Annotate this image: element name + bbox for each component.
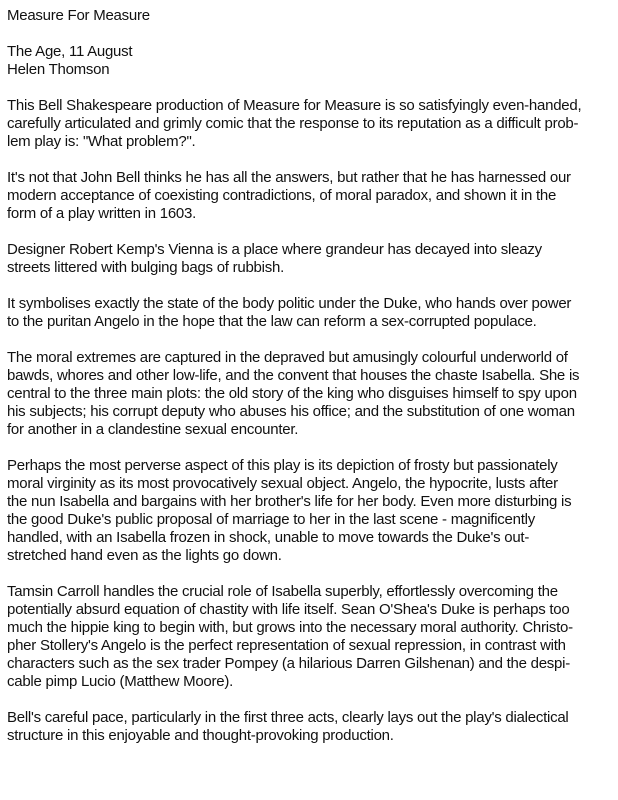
paragraph-line: to the puritan Angelo in the hope that the law can reform a sex-corrupted populace. [7,313,537,330]
paragraph-line: structure in this enjoyable and thought-provoking production. [7,727,394,744]
paragraph-line: handled, with an Isabella frozen in shock, unable to move towards the Duke's out- [7,529,530,546]
paragraph-line: streets littered with bulging bags of rubbish. [7,259,284,276]
paragraph-line: form of a play written in 1603. [7,205,197,222]
paragraph-line: pher Stollery's Angelo is the perfect representation of sexual repression, in contrast with [7,637,566,654]
paragraph-line: cable pimp Lucio (Matthew Moore). [7,673,234,690]
paragraph [7,295,581,331]
paragraph [7,349,581,439]
author-name: Helen Thomson [7,61,110,78]
document [7,7,581,745]
paragraph-line: This Bell Shakespeare production of Measure for Measure is so satisfyingly even-handed, [7,97,582,114]
paragraph-line: Designer Robert Kemp's Vienna is a place where grandeur has decayed into sleazy [7,241,542,258]
paragraph-line: the nun Isabella and bargains with her brother's life for her body. Even more disturbing is [7,493,572,510]
article-body [7,79,581,745]
paragraph-line: Tamsin Carroll handles the crucial role of Isabella superbly, effortlessly overcoming the [7,583,558,600]
paragraph [7,583,581,691]
paragraph-line: potentially absurd equation of chastity with life itself. Sean O'Shea's Duke is perhaps too [7,601,570,618]
paragraph-line: It symbolises exactly the state of the body politic under the Duke, who hands over power [7,295,572,312]
paragraph [7,97,581,151]
paragraph-line: for another in a clandestine sexual encounter. [7,421,299,438]
paragraph-line: his subjects; his corrupt deputy who abuses his office; and the substitution of one woman [7,403,575,420]
document-title: Measure For Measure [7,7,150,24]
paragraph [7,709,581,745]
paragraph [7,457,581,565]
paragraph-line: lem play is: "What problem?". [7,133,196,150]
paragraph-line: It's not that John Bell thinks he has all the answers, but rather that he has harnessed our [7,169,571,186]
paragraph-line: characters such as the sex trader Pompey (a hilarious Darren Gilshenan) and the despi- [7,655,570,672]
paragraph-line: The moral extremes are captured in the depraved but amusingly colourful underworld of [7,349,568,366]
paragraph-line: Perhaps the most perverse aspect of this play is its depiction of frosty but passionately [7,457,558,474]
paragraph-line: bawds, whores and other low-life, and the convent that houses the chaste Isabella. She is [7,367,580,384]
paragraph-line: stretched hand even as the lights go down. [7,547,282,564]
paragraph [7,241,581,277]
paragraph [7,169,581,223]
paragraph-line: carefully articulated and grimly comic that the response to its reputation as a difficult prob- [7,115,579,132]
paragraph-line: much the hippie king to begin with, but grows into the necessary moral authority. Christo- [7,619,573,636]
publication-source: The Age, 11 August [7,43,133,60]
paragraph-line: central to the three main plots: the old story of the king who disguises himself to spy upon [7,385,577,402]
paragraph-line: modern acceptance of coexisting contradictions, of moral paradox, and shown it in the [7,187,557,204]
paragraph-line: Bell's careful pace, particularly in the first three acts, clearly lays out the play's dialectical [7,709,569,726]
paragraph-line: the good Duke's public proposal of marriage to her in the last scene - magnificently [7,511,535,528]
paragraph-line: moral virginity as its most provocatively sexual object. Angelo, the hypocrite, lusts after [7,475,558,492]
